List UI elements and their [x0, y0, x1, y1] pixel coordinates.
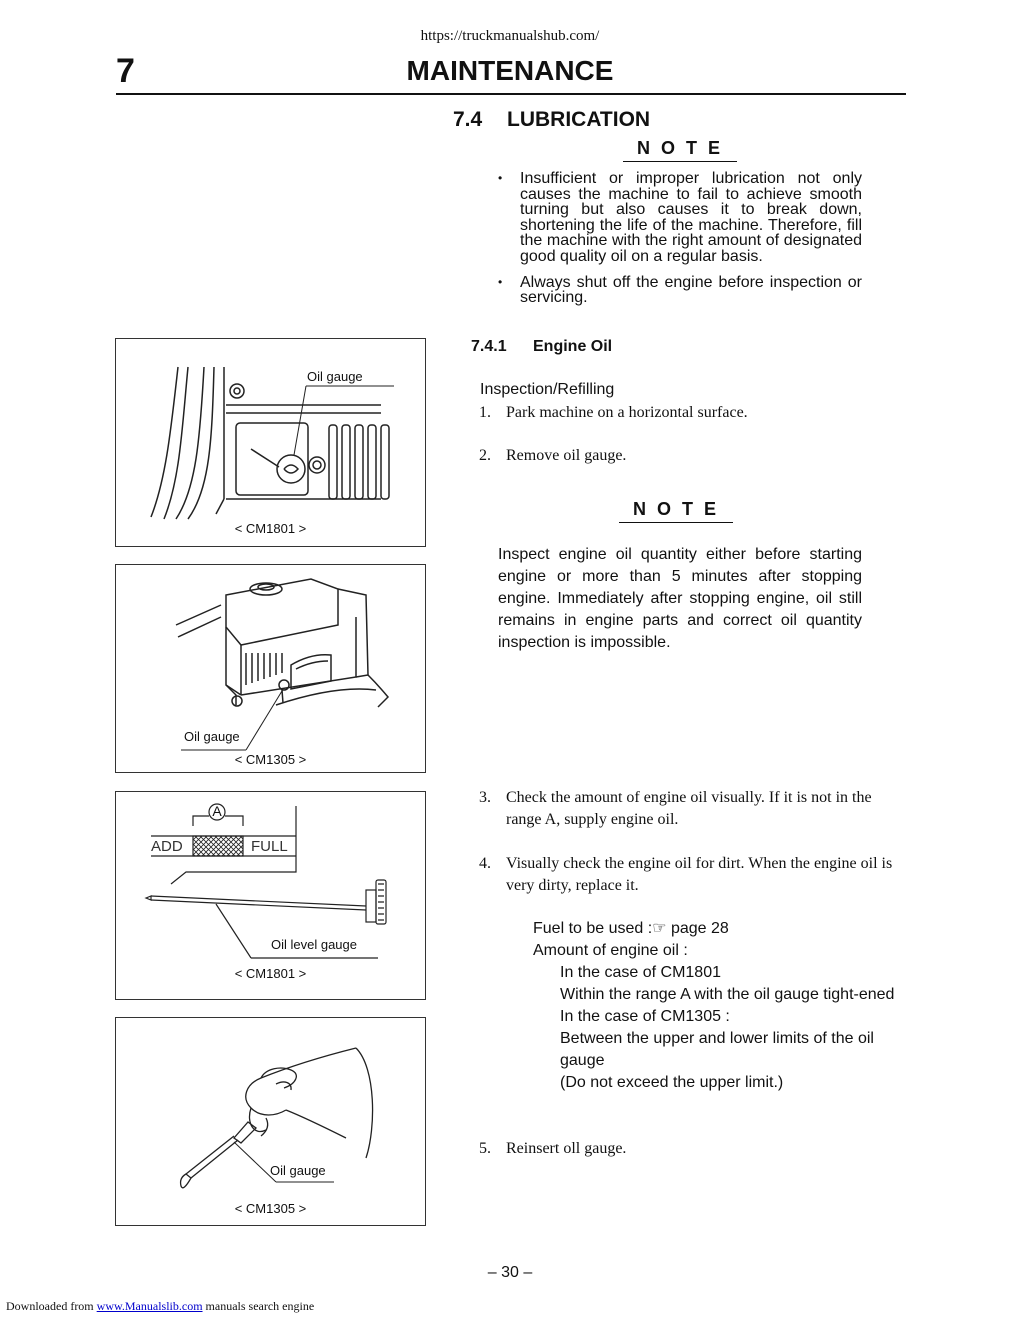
- figure-label: Oil gauge: [184, 729, 240, 744]
- case-cm1305-note: (Do not exceed the upper limit.): [560, 1074, 784, 1091]
- note-bullet-list: [498, 171, 862, 316]
- step-3: [479, 787, 909, 831]
- subsection-number: 7.4.1: [471, 338, 507, 355]
- step-4: [479, 853, 909, 897]
- chapter-number: 7: [116, 52, 135, 90]
- figure-label: Oil gauge: [307, 369, 363, 384]
- subsection-heading: [471, 338, 612, 356]
- section-heading: [453, 108, 650, 132]
- fuel-reference: Fuel to be used :☞ page 28: [533, 920, 729, 937]
- footer-prefix: Downloaded from: [6, 1299, 94, 1313]
- step-1: [479, 402, 909, 424]
- step-text: Check the amount of engine oil visually. If it is not in the range A, supply engine oil.: [506, 789, 872, 828]
- download-footer: [6, 1299, 314, 1314]
- figure-cm1801-oil-gauge: [115, 338, 426, 547]
- step-text: Park machine on a horizontal surface.: [506, 404, 748, 421]
- note-label-2: [616, 499, 736, 523]
- step-text: Remove oil gauge.: [506, 447, 627, 464]
- section-number: 7.4: [453, 108, 483, 131]
- subheading: Inspection/Refilling: [480, 381, 615, 398]
- step-number: 2.: [479, 447, 491, 464]
- step-number: 4.: [479, 855, 491, 872]
- figure-cm1305-oil-gauge-hand: [115, 1017, 426, 1226]
- engine-oil-gauge-illustration: [116, 339, 425, 546]
- step-number: 5.: [479, 1140, 491, 1157]
- step-text: Reinsert oll gauge.: [506, 1140, 627, 1157]
- hand-holding-gauge-illustration: [116, 1018, 425, 1225]
- manualslib-link[interactable]: www.Manualslib.com: [96, 1299, 203, 1313]
- step-5: [479, 1138, 909, 1160]
- case-cm1801-detail: Within the range A with the oil gauge tight-ened: [560, 986, 895, 1003]
- figure-label: Oil level gauge: [271, 937, 357, 952]
- figure-caption: < CM1801 >: [234, 521, 307, 536]
- figure-cm1305-oil-gauge: [115, 564, 426, 773]
- oil-spec-block: [533, 918, 913, 1094]
- add-mark: ADD: [151, 838, 183, 855]
- section-title: LUBRICATION: [507, 108, 651, 131]
- source-url: https://truckmanualshub.com/: [420, 28, 600, 44]
- case-cm1305-detail: Between the upper and lower limits of the oil gauge: [560, 1030, 874, 1069]
- note-bullet: • Always shut off the engine before inspection or servicing.: [498, 275, 862, 306]
- engine-housing-illustration: [116, 565, 425, 772]
- case-cm1801: In the case of CM1801: [560, 964, 721, 981]
- note-label: [620, 138, 740, 162]
- range-marker: A: [212, 803, 222, 819]
- figure-caption: < CM1305 >: [234, 1201, 307, 1216]
- step-text: Visually check the engine oil for dirt. When the engine oil is very dirty, replace it.: [506, 855, 893, 894]
- figure-caption: < CM1801 >: [234, 966, 307, 981]
- case-cm1305: In the case of CM1305 :: [560, 1008, 730, 1025]
- note-bullet: • Insufficient or improper lubrication not only causes the machine to fail to achieve smooth turning but also causes it to break down, shortening the life of the machine. Therefore, fill the machine with the right amount of designated good quality oil on a regular basis.: [498, 171, 862, 265]
- note-label-text: N O T E: [619, 499, 733, 523]
- step-2: [479, 445, 909, 467]
- note-label-text: N O T E: [623, 138, 737, 162]
- figure-label: Oil gauge: [270, 1163, 326, 1178]
- step-number: 1.: [479, 404, 491, 421]
- full-mark: FULL: [251, 838, 288, 855]
- header-rule: [116, 93, 906, 95]
- page-number: – 30 –: [487, 1264, 533, 1281]
- step-number: 3.: [479, 789, 491, 806]
- figure-caption: < CM1305 >: [234, 752, 307, 767]
- chapter-title: MAINTENANCE: [406, 55, 614, 86]
- note-text: Inspect engine oil quantity either before starting engine or more than 5 minutes after stopping engine. Immediately after stopping engine, oil still remains in engine parts and correct oil quantity inspection is impossible.: [498, 546, 862, 651]
- subsection-title: Engine Oil: [533, 338, 613, 355]
- footer-suffix: manuals search engine: [205, 1299, 315, 1313]
- oil-amount-label: Amount of engine oil :: [533, 942, 688, 959]
- figure-cm1801-oil-level-gauge: [115, 791, 426, 1000]
